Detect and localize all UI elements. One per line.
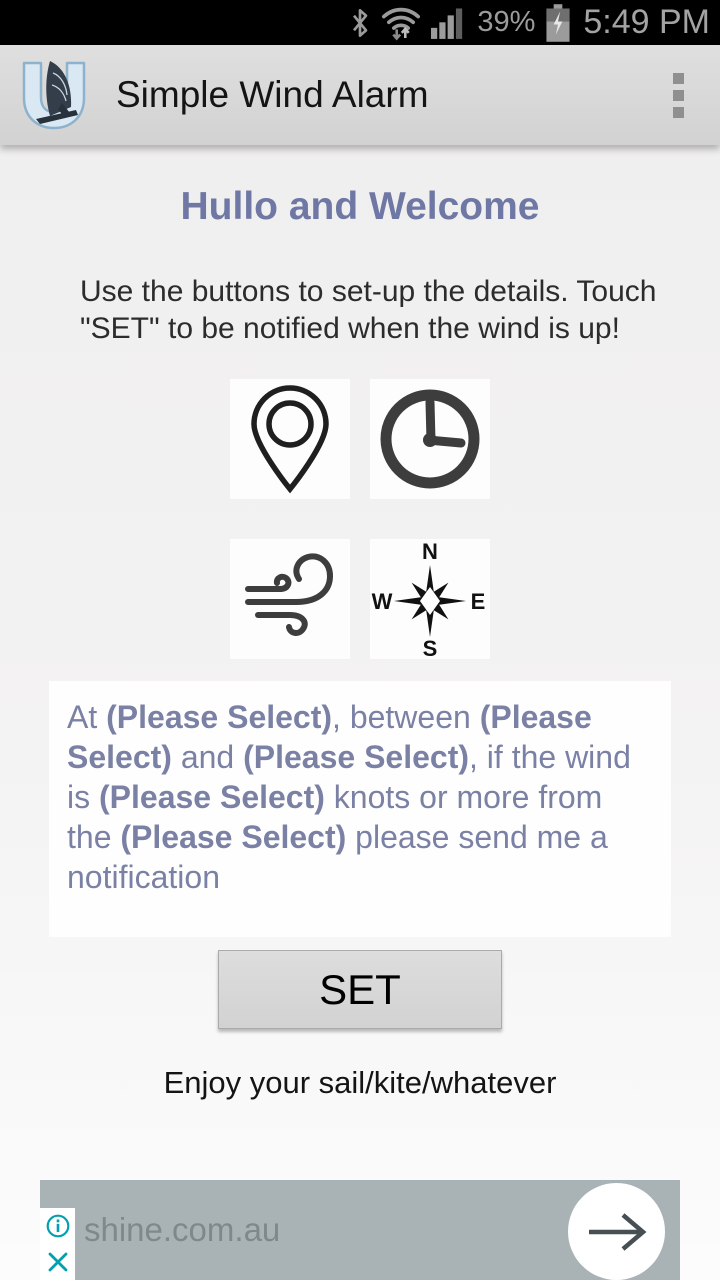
wind-speed-button[interactable] — [230, 539, 350, 659]
overflow-menu-icon[interactable] — [650, 49, 706, 141]
ad-banner[interactable] — [40, 1180, 680, 1280]
time-button[interactable] — [370, 379, 490, 499]
ad-arrow-button[interactable] — [568, 1183, 665, 1280]
ad-url-text[interactable]: shine.com.au — [84, 1211, 281, 1248]
status-bar — [0, 0, 720, 45]
button-row-1 — [0, 379, 720, 499]
app-bar — [0, 45, 720, 145]
compass-w-label: W — [371, 589, 393, 614]
battery-charging-icon — [545, 4, 571, 42]
compass-s-label: S — [422, 636, 438, 659]
footer-message: Enjoy your sail/kite/whatever — [163, 1065, 557, 1100]
compass-rose-icon — [370, 539, 490, 659]
setup-button-grid — [0, 379, 720, 659]
button-row-2 — [0, 539, 720, 659]
ad-arrow-icon — [585, 1209, 649, 1255]
wifi-arrows-icon — [381, 5, 421, 41]
wind-direction-button[interactable] — [370, 539, 490, 659]
location-button[interactable] — [230, 379, 350, 499]
set-button[interactable]: SET — [218, 950, 502, 1029]
app-title: Simple Wind Alarm — [116, 74, 429, 115]
signal-strength-icon — [431, 7, 467, 39]
instructions-text: Use the buttons to set-up the details. Touch "SET" to be notified when the wind is up! — [80, 275, 657, 345]
ad-choices — [40, 1208, 75, 1280]
compass-e-label: E — [470, 589, 486, 614]
status-time: 5:49 PM — [583, 3, 710, 41]
wind-icon — [230, 539, 350, 659]
battery-percent-label: 39% — [477, 6, 536, 38]
ad-close-icon[interactable] — [40, 1244, 75, 1280]
bluetooth-icon — [349, 7, 371, 39]
clock-icon — [370, 379, 490, 499]
location-pin-icon — [230, 379, 350, 499]
app-logo-windsurfer-icon — [14, 55, 94, 135]
ad-info-icon[interactable] — [40, 1208, 75, 1244]
content-area — [0, 185, 720, 1101]
compass-n-label: N — [422, 539, 438, 564]
alarm-summary-text: At (Please Select), between (Please Select) and (Please Select), if the wind is (Please Select) knots or more from the (Please Select) please send me a notification — [49, 681, 671, 937]
welcome-heading: Hullo and Welcome — [180, 185, 540, 228]
